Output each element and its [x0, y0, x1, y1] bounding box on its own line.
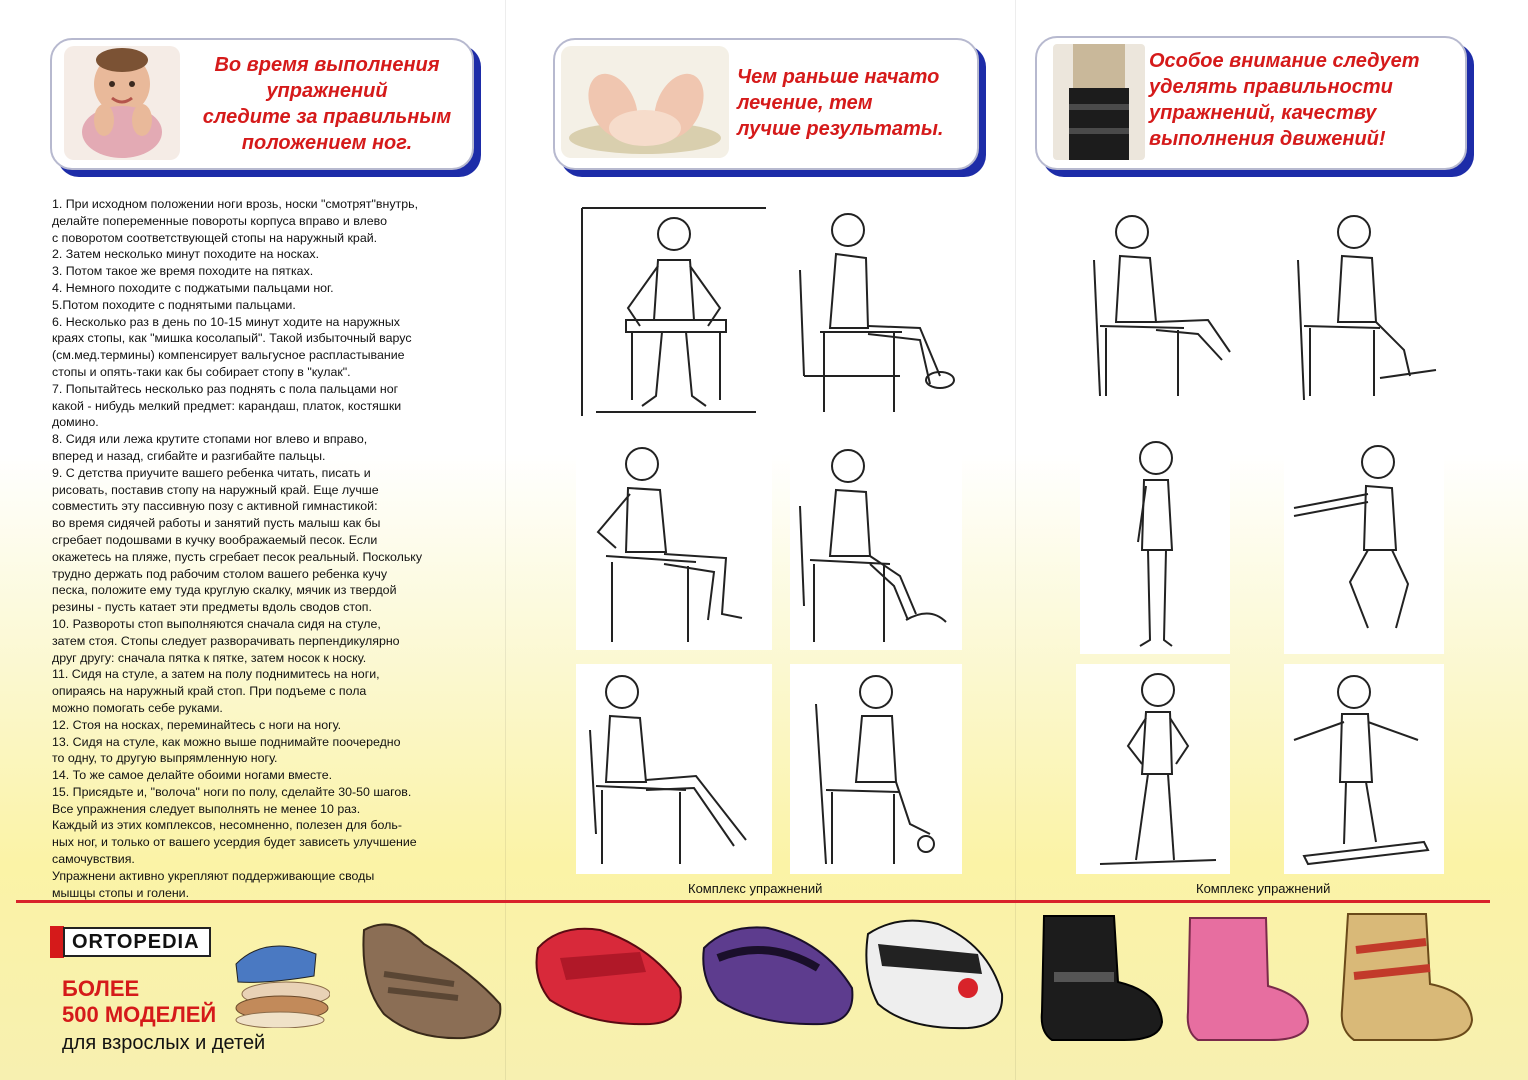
callout-right-line: упражнений, качеству — [1149, 102, 1377, 124]
child-shoe-black-white-image — [858, 914, 1008, 1034]
boot-pink-image — [1180, 912, 1312, 1046]
instruction-line: Каждый из этих комплексов, несомненно, полезен для боль- — [52, 818, 402, 833]
instruction-line: 8. Сидя или лежа крутите стопами ног влево и вправо, — [52, 432, 368, 447]
exercise-illustration-sitting-2 — [790, 200, 962, 422]
promo-headline-2: 500 МОДЕЛЕЙ — [62, 1002, 217, 1027]
fold-line-2 — [1015, 0, 1016, 1080]
callout-right-line: Особое внимание следует — [1149, 50, 1420, 72]
instruction-line: домино. — [52, 415, 99, 430]
instruction-line: резины - пусть катает эти предметы вдоль сводов стоп. — [52, 600, 372, 615]
instruction-line: рисовать, поставив стопу на наружный край. Еще лучше — [52, 482, 379, 497]
instruction-line: сгребает подошвами в кучку воображаемый песок. Если — [52, 532, 378, 547]
instruction-line: 2. Затем несколько минут походите на носках. — [52, 247, 320, 262]
instruction-line: 5.Потом походите с поднятыми пальцами. — [52, 297, 296, 312]
instruction-line: Упражнени активно укрепляют поддерживающие своды — [52, 868, 375, 883]
exercise-instructions — [52, 196, 498, 901]
instruction-line: 3. Потом такое же время походите на пятках. — [52, 264, 314, 279]
logo-text: ORTOPEDIA — [72, 931, 200, 953]
ortopedia-logo — [50, 924, 212, 960]
boot-black-image — [1034, 912, 1166, 1046]
instruction-line: 4. Немного походите с поджатыми пальцами ног. — [52, 280, 334, 295]
callout-left-line: следите за правильным — [202, 106, 452, 128]
exercise-illustration-walking-beam — [1284, 664, 1444, 874]
instruction-line: 15. Присядьте и, "волоча" ноги по полу, сделайте 30-50 шагов. — [52, 784, 412, 799]
instruction-line: 7. Попытайтесь несколько раз поднять с пола пальцами ног — [52, 381, 399, 396]
callout-middle-line: лечение, тем — [737, 92, 873, 114]
instruction-line: мышцы стопы и голени. — [52, 885, 190, 900]
exercise-illustration-sitting-5 — [576, 664, 772, 874]
instruction-line: Все упражнения следует выполнять не менее 10 раз. — [52, 801, 361, 816]
instruction-line: ных ног, и только от вашего усердия будет зависеть улучшение — [52, 835, 417, 850]
instruction-line: 14. То же самое делайте обоими ногами вместе. — [52, 768, 333, 783]
exercise-illustration-standing-1 — [1080, 432, 1230, 654]
callout-middle-line: лучше результаты. — [737, 118, 944, 140]
child-shoe-purple-image — [698, 918, 858, 1030]
instruction-line: с поворотом соответствующей стопы на наружный край. — [52, 230, 378, 245]
insole-stack-image — [226, 924, 330, 1028]
exercise-illustration-sitting-6 — [790, 664, 962, 874]
complex-caption-right: Комплекс упражнений — [1196, 881, 1331, 896]
callout-left — [50, 38, 474, 170]
instruction-line: 9. С детства приучите вашего ребенка читать, писать и — [52, 465, 371, 480]
child-shoe-red-image — [530, 918, 690, 1030]
callout-right-line: выполнения движений! — [1149, 128, 1386, 150]
instruction-line: делайте попеременные повороты корпуса вправо и влево — [52, 213, 388, 228]
exercise-illustration-sitting-8 — [1284, 200, 1444, 410]
instruction-line: можно помогать себе руками. — [52, 700, 223, 715]
instruction-line: краях стопы, как "мишка косолапый". Такой избыточный варус — [52, 331, 412, 346]
callout-right-line: уделять правильности — [1149, 76, 1393, 98]
boot-orthopedic-image — [1334, 906, 1476, 1046]
instruction-line: то одну, то другую выпрямленную ногу. — [52, 751, 278, 766]
callout-middle-line: Чем раньше начато — [737, 66, 940, 88]
callout-left-line: Во время выполнения — [214, 54, 440, 76]
instruction-line: совместить эту пассивную позу с активной гимнастикой: — [52, 499, 378, 514]
divider-line — [16, 900, 1490, 903]
exercise-illustration-squat — [1284, 432, 1444, 654]
promo-subline: для взрослых и детей — [62, 1032, 266, 1054]
instruction-line: самочувствия. — [52, 852, 135, 867]
exercise-illustration-standing-2 — [1076, 664, 1230, 874]
callout-left-line: упражнений — [266, 80, 388, 102]
instruction-line: окажетесь на пляже, пусть сгребает песок реальный. Поскольку — [52, 549, 423, 564]
instruction-line: затем стоя. Стопы следует разворачивать перпендикулярно — [52, 633, 400, 648]
instruction-line: 10. Развороты стоп выполняются сначала сидя на стуле, — [52, 616, 381, 631]
instruction-line: песка, положите ему туда круглую скалку, мячик из твердой — [52, 583, 397, 598]
callout-right — [1035, 36, 1467, 170]
instruction-line: друг другу: сначала пятка к пятке, затем носок к носку. — [52, 650, 367, 665]
instruction-line: 13. Сидя на стуле, как можно выше поднимайте поочередно — [52, 734, 401, 749]
callout-middle — [553, 38, 979, 170]
fold-line-1 — [505, 0, 506, 1080]
callout-left-text — [192, 52, 462, 156]
instruction-line: опираясь на наружный край стоп. При подъеме с пола — [52, 684, 367, 699]
promo-headline-1: БОЛЕЕ — [62, 976, 140, 1001]
instruction-line: трудно держать под рабочим столом вашего ребенка кучу — [52, 566, 388, 581]
exercise-illustration-sitting-7 — [1080, 200, 1258, 410]
baby-feet-photo — [561, 46, 729, 158]
instruction-line: 12. Стоя на носках, переминайтесь с ноги на ногу. — [52, 717, 342, 732]
exercise-illustration-sitting-4 — [790, 436, 962, 650]
instruction-line: 1. При исходном положении ноги врозь, носки "смотрят"внутрь, — [52, 197, 419, 211]
adult-shoe-brown-image — [354, 914, 504, 1044]
exercise-illustration-sitting-1 — [576, 200, 772, 422]
callout-right-text — [1149, 48, 1459, 152]
callout-middle-text — [737, 64, 977, 142]
complex-caption-middle: Комплекс упражнений — [688, 881, 823, 896]
leg-brace-photo — [1053, 44, 1145, 160]
instruction-line: (см.мед.термины) компенсирует вальгусное распластывание — [52, 348, 405, 363]
instruction-line: 6. Несколько раз в день по 10-15 минут ходите на наружных — [52, 314, 400, 329]
baby-photo — [64, 46, 180, 160]
instruction-line: вперед и назад, сгибайте и разгибайте пальцы. — [52, 448, 326, 463]
exercise-illustration-sitting-3 — [576, 436, 772, 650]
instruction-line: какой - нибудь мелкий предмет: карандаш, платок, костяшки — [52, 398, 402, 413]
callout-left-line: положением ног. — [241, 132, 413, 154]
instruction-line: стопы и опять-таки как бы собирает стопу в "кулак". — [52, 364, 351, 379]
instruction-line: во время сидячей работы и занятий пусть малыш как бы — [52, 516, 381, 531]
instruction-line: 11. Сидя на стуле, а затем на полу поднимитесь на ноги, — [52, 667, 380, 682]
